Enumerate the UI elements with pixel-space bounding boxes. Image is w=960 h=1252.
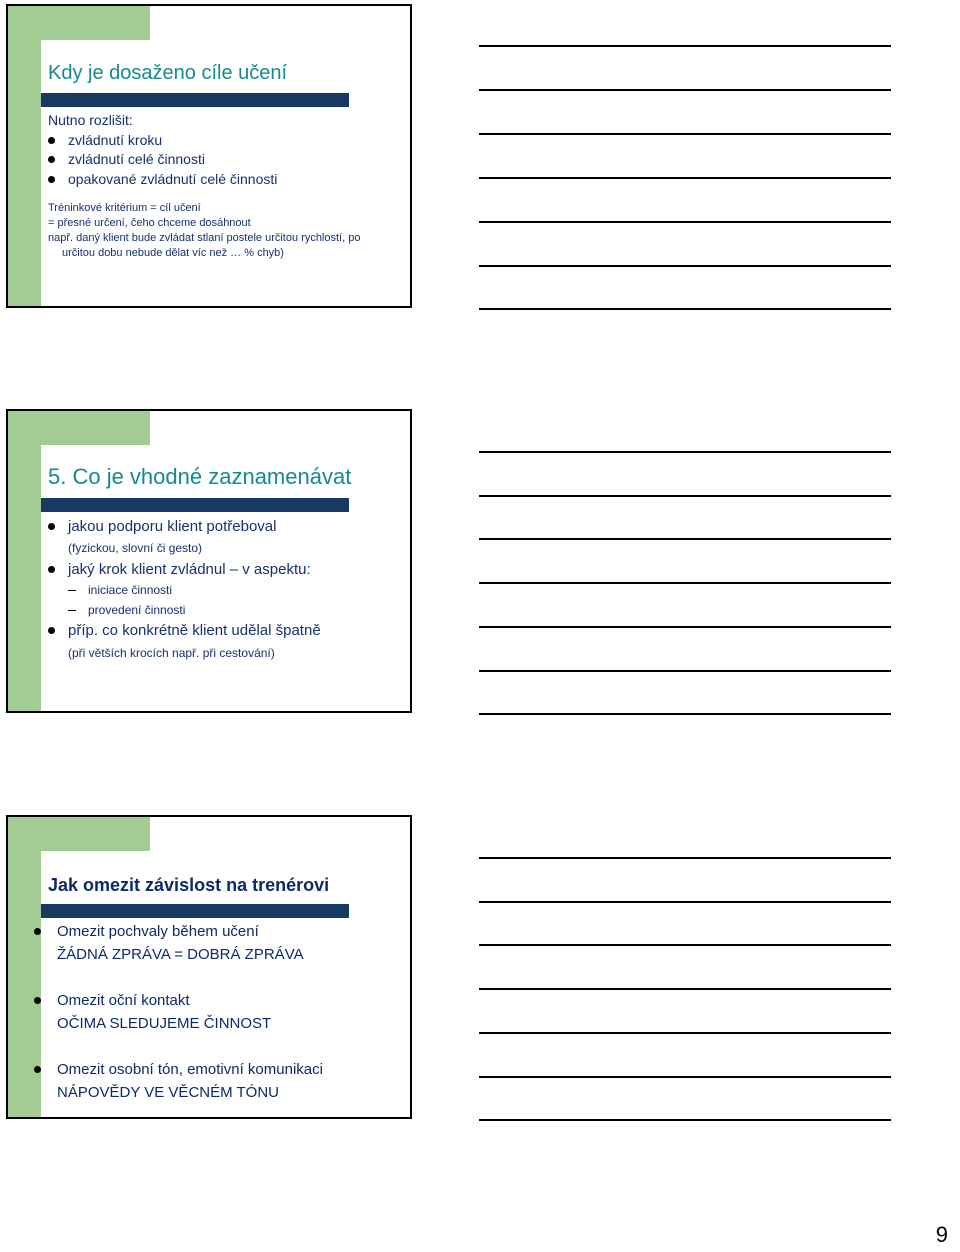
list-item-note: (při větších krocích např. při cestování) bbox=[68, 646, 275, 660]
note-line-rule bbox=[479, 538, 891, 540]
slide-title: Kdy je dosaženo cíle učení bbox=[48, 62, 288, 84]
list-item: Omezit oční kontakt OČIMA SLEDUJEME ČINNOST bbox=[34, 989, 402, 1035]
note-line: např. daný klient bude zvládat stlaní postele určitou rychlostí, po bbox=[48, 232, 361, 244]
note-line-rule bbox=[479, 713, 891, 715]
page-number: 9 bbox=[935, 1222, 948, 1247]
sub-list-item: provedení činnosti bbox=[48, 600, 402, 620]
note-line-rule bbox=[479, 626, 891, 628]
note-line-rule bbox=[479, 177, 891, 179]
slide-body bbox=[34, 920, 402, 1104]
title-bar bbox=[41, 498, 349, 512]
note-line-rule bbox=[479, 133, 891, 135]
title-bar bbox=[41, 904, 349, 918]
note-line-rule bbox=[479, 988, 891, 990]
list-item: Omezit osobní tón, emotivní komunikaci NÁPOVĚDY VE VĚCNÉM TÓNU bbox=[34, 1058, 402, 1104]
note-line-rule bbox=[479, 265, 891, 267]
note-line-rule bbox=[479, 221, 891, 223]
slide-decoration bbox=[8, 6, 41, 306]
note-line-rule bbox=[479, 857, 891, 859]
note-line-rule bbox=[479, 45, 891, 47]
title-bar bbox=[41, 93, 349, 107]
slide-body bbox=[48, 517, 402, 661]
note-line-rule bbox=[479, 308, 891, 310]
slide-title: Jak omezit závislost na trenérovi bbox=[48, 875, 330, 895]
slide-3 bbox=[6, 815, 412, 1119]
sub-list-item: iniciace činnosti bbox=[48, 580, 402, 600]
slide-1 bbox=[6, 4, 412, 308]
slide-decoration bbox=[8, 411, 41, 711]
note-line-rule bbox=[479, 901, 891, 903]
note-line: Tréninkové kritérium = cíl učení bbox=[48, 202, 201, 214]
list-item-note: (fyzickou, slovní či gesto) bbox=[68, 541, 203, 555]
list-item: příp. co konkrétně klient udělal špatně bbox=[48, 621, 402, 641]
note-line-rule bbox=[479, 451, 891, 453]
list-item: jakou podporu klient potřeboval bbox=[48, 517, 402, 537]
note-line: = přesné určení, čeho chceme dosáhnout bbox=[48, 217, 251, 229]
list-item: jaký krok klient zvládnul – v aspektu: bbox=[48, 560, 402, 580]
list-item: Omezit pochvaly během učení ŽÁDNÁ ZPRÁVA = DOBRÁ ZPRÁVA bbox=[34, 920, 402, 966]
note-line-rule bbox=[479, 1076, 891, 1078]
note-line-rule bbox=[479, 89, 891, 91]
note-line-rule bbox=[479, 1119, 891, 1121]
note-line-rule bbox=[479, 670, 891, 672]
intro-text: Nutno rozlišit: bbox=[48, 112, 133, 128]
list-item: zvládnutí celé činnosti bbox=[48, 150, 402, 170]
list-item: zvládnutí kroku bbox=[48, 131, 402, 151]
note-line: určitou dobu nebude dělat víc než … % chyb) bbox=[62, 247, 284, 259]
list-item: opakované zvládnutí celé činnosti bbox=[48, 170, 402, 190]
notes-block bbox=[48, 201, 402, 261]
note-line-rule bbox=[479, 1032, 891, 1034]
note-line-rule bbox=[479, 582, 891, 584]
slide-body bbox=[48, 111, 402, 261]
note-line-rule bbox=[479, 495, 891, 497]
slide-2 bbox=[6, 409, 412, 713]
note-line-rule bbox=[479, 944, 891, 946]
slide-title: 5. Co je vhodné zaznamenávat bbox=[48, 464, 352, 489]
